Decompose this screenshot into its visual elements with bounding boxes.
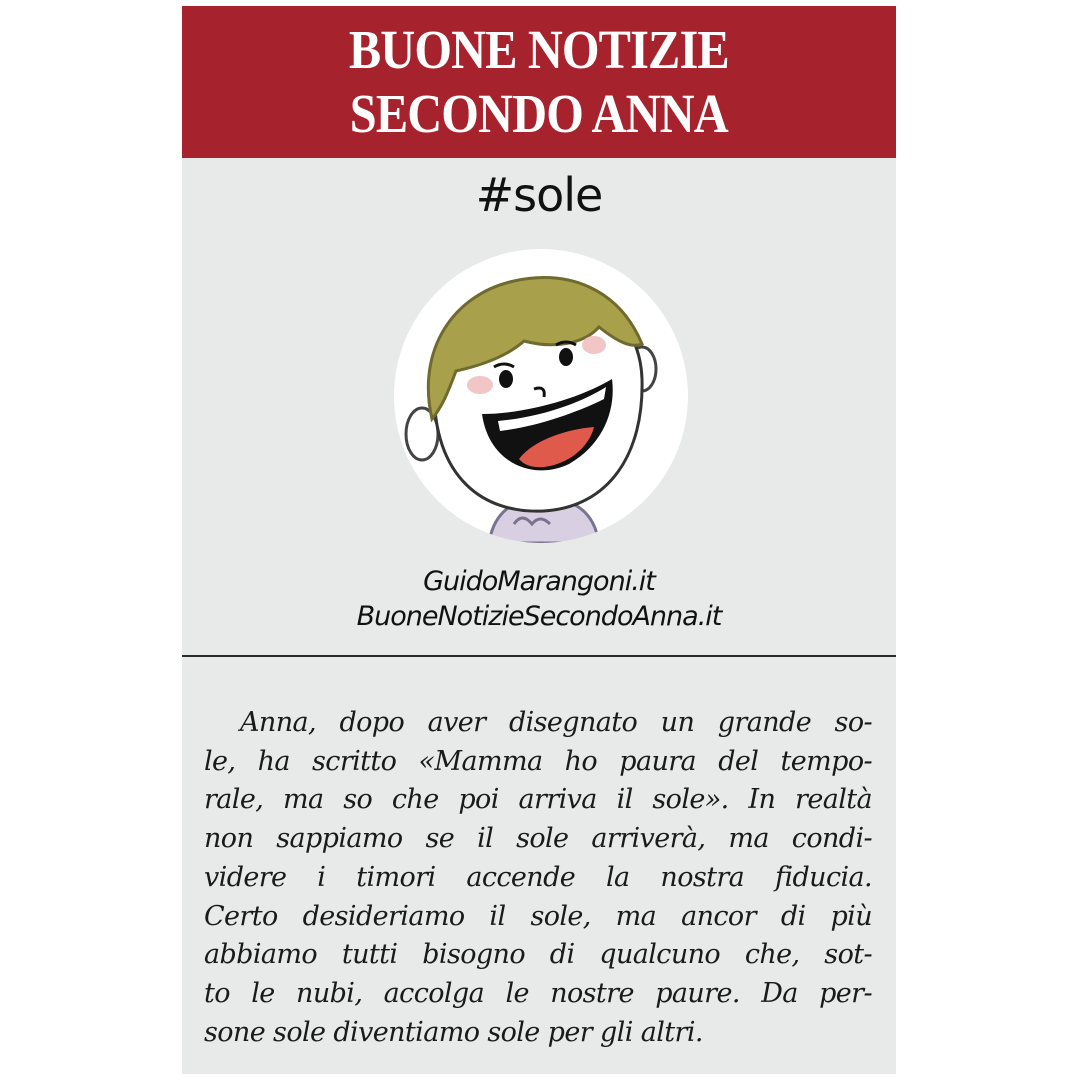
article-line: non sappiamo se il sole arriverà, ma condi- — [204, 823, 872, 855]
article-line: sone sole diventiamo sole per gli altri. — [204, 1016, 703, 1048]
smiling-child-face-icon — [394, 249, 688, 543]
article-text — [204, 704, 872, 1052]
article-line: Anna, dopo aver disegnato un grande so- — [240, 707, 872, 738]
site-guidomarangoni[interactable]: GuidoMarangoni.it — [423, 566, 655, 597]
hashtag-title: #sole — [475, 168, 603, 222]
article-line: le, ha scritto «Mamma ho paura del tempo- — [204, 745, 872, 777]
article-line: abbiamo tutti bisogno di qualcuno che, sot- — [204, 939, 872, 971]
site-buonenotiziesecondoanna[interactable]: BuoneNotizieSecondoAnna.it — [356, 601, 722, 632]
header-title-line-2: SECONDO ANNA — [349, 83, 729, 144]
header-title-line-1: BUONE NOTIZIE — [349, 19, 729, 80]
article-line: Certo desideriamo il sole, ma ancor di più — [204, 900, 872, 932]
website-links — [182, 564, 896, 634]
article-line: videre i timori accende la nostra fiducia. — [204, 861, 872, 893]
article-line: rale, ma so che poi arriva il sole». In realtà — [204, 784, 872, 816]
column-header — [182, 6, 896, 158]
column-card — [182, 6, 896, 1074]
article-line: to le nubi, accolga le nostre paure. Da per- — [204, 977, 872, 1009]
divider-line — [182, 655, 896, 657]
